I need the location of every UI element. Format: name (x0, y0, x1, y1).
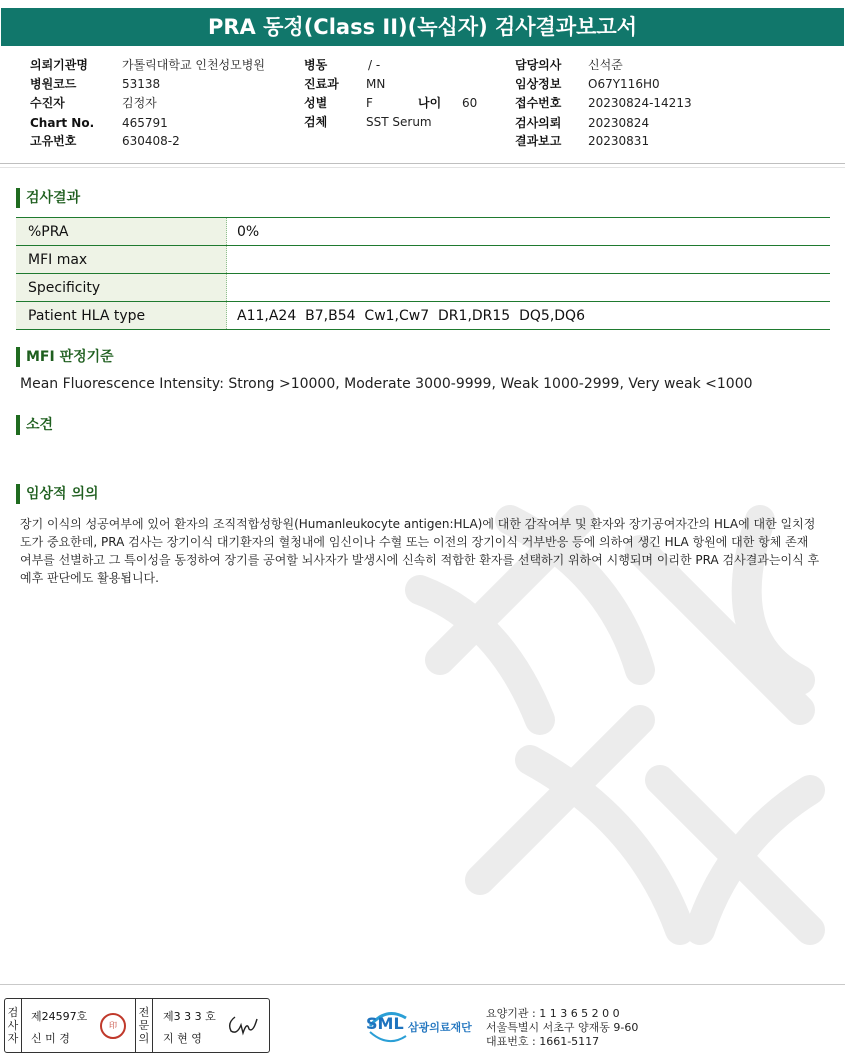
table-row (16, 274, 830, 302)
info-label: 성별 (304, 96, 328, 110)
phone-number: 대표번호 : 1661-5117 (486, 1035, 600, 1048)
signature-box (4, 998, 270, 1053)
specialist-label-text: 전문의 (138, 1006, 150, 1045)
info-label: 수진자 (30, 96, 65, 110)
patient-info-grid (0, 52, 845, 152)
address: 서울특별시 서초구 양재동 9-60 (486, 1021, 639, 1034)
tester-license-no: 제24597호 (31, 1010, 88, 1023)
specialist-label (135, 999, 153, 1052)
info-value: 20230831 (588, 134, 650, 148)
tester-label-text: 검사자 (7, 1006, 19, 1045)
info-label: 병동 (304, 58, 328, 72)
info-label: Chart No. (30, 116, 95, 130)
info-value: 가톨릭대학교 인천성모병원 (122, 58, 265, 72)
age-value: 60 (462, 96, 478, 110)
section-title: 소견 (26, 417, 54, 433)
info-label: 진료과 (304, 77, 339, 91)
institution-code: 요양기관 : 1 1 3 6 5 2 0 0 (486, 1007, 620, 1020)
section-marker (16, 484, 20, 504)
info-value: 630408-2 (122, 134, 180, 148)
result-value (227, 246, 831, 274)
section-marker (16, 415, 20, 435)
result-value (227, 274, 831, 302)
tester-seal-stamp: 印 (100, 1013, 126, 1039)
result-value: A11,A24 B7,B54 Cw1,Cw7 DR1,DR15 DQ5,DQ6 (227, 302, 831, 330)
info-value: MN (366, 77, 386, 91)
result-key: MFI max (16, 246, 227, 274)
table-row (16, 246, 830, 274)
info-label: 검체 (304, 115, 328, 129)
table-row (16, 302, 830, 330)
result-key: Patient HLA type (16, 302, 227, 330)
specialist-name: 지 현 영 (163, 1032, 202, 1045)
info-label: 담당의사 (515, 58, 562, 72)
info-label: 의뢰기관명 (30, 58, 88, 72)
info-value: F (366, 96, 373, 110)
clinical-significance-text: 장기 이식의 성공여부에 있어 환자의 조직적합성항원(Humanleukocyte antigen:HLA)에 대한 감작여부 및 환자와 장기공여자간의 HLA에 대한 일치정도가 중요한데, PRA 검사는 장기이식 대기환자의 혈청내에 임신이나 수혈 또는 이전의 장기이식 거부반응 등에 의하여 생긴 HLA 항원에 대한 항체 존재 여부를 선별하고 그 특이성을 동정하여 장기를 공여할 뇌사자가 발생시에 신속히 적합한 환자를 선택하기 위하여 시행되며 이리한 PRA 검사결과는이식 후 예후 판단에도 활용됩니다. (20, 517, 820, 585)
result-value: 0% (227, 218, 831, 246)
info-value: 20230824-14213 (588, 96, 692, 110)
info-label: 결과보고 (515, 134, 562, 148)
organization-name: 삼광의료재단 (408, 1021, 472, 1034)
specialist-license-no: 제3 3 3 호 (163, 1010, 216, 1023)
header-divider-shadow (0, 167, 845, 168)
info-value: SST Serum (366, 115, 432, 129)
section-marker (16, 347, 20, 367)
info-label: 병원코드 (30, 77, 77, 91)
info-value: O67Y116H0 (588, 77, 660, 91)
result-table (16, 217, 830, 330)
section-marker (16, 188, 20, 208)
info-value: 20230824 (588, 116, 650, 130)
report-title: PRA 동정(Class II)(녹십자) 검사결과보고서 (1, 8, 844, 46)
info-label: 고유번호 (30, 134, 77, 148)
header-divider (0, 163, 845, 164)
info-label: 접수번호 (515, 96, 562, 110)
table-row (16, 218, 830, 246)
info-label: 임상정보 (515, 77, 562, 91)
sml-logo-text: SML (366, 1014, 404, 1033)
info-value: 신석준 (588, 58, 623, 72)
specialist-signature (225, 1011, 261, 1039)
section-title: MFI 판정기준 (26, 349, 114, 365)
info-value: / - (368, 58, 381, 72)
result-key: Specificity (16, 274, 227, 302)
info-label: 검사의뢰 (515, 116, 562, 130)
info-value: 김정자 (122, 96, 157, 110)
info-value: 465791 (122, 116, 168, 130)
age-label: 나이 (418, 96, 442, 110)
mfi-criteria-text: Mean Fluorescence Intensity: Strong >10000, Moderate 3000-9999, Weak 1000-2999, Very weak <1000 (20, 376, 753, 392)
result-key: %PRA (16, 218, 227, 246)
info-value: 53138 (122, 77, 161, 91)
footer-divider (0, 984, 845, 985)
section-title: 임상적 의의 (26, 486, 99, 502)
tester-name: 신 미 경 (31, 1032, 70, 1045)
section-title: 검사결과 (26, 190, 81, 206)
tester-label (5, 999, 22, 1052)
